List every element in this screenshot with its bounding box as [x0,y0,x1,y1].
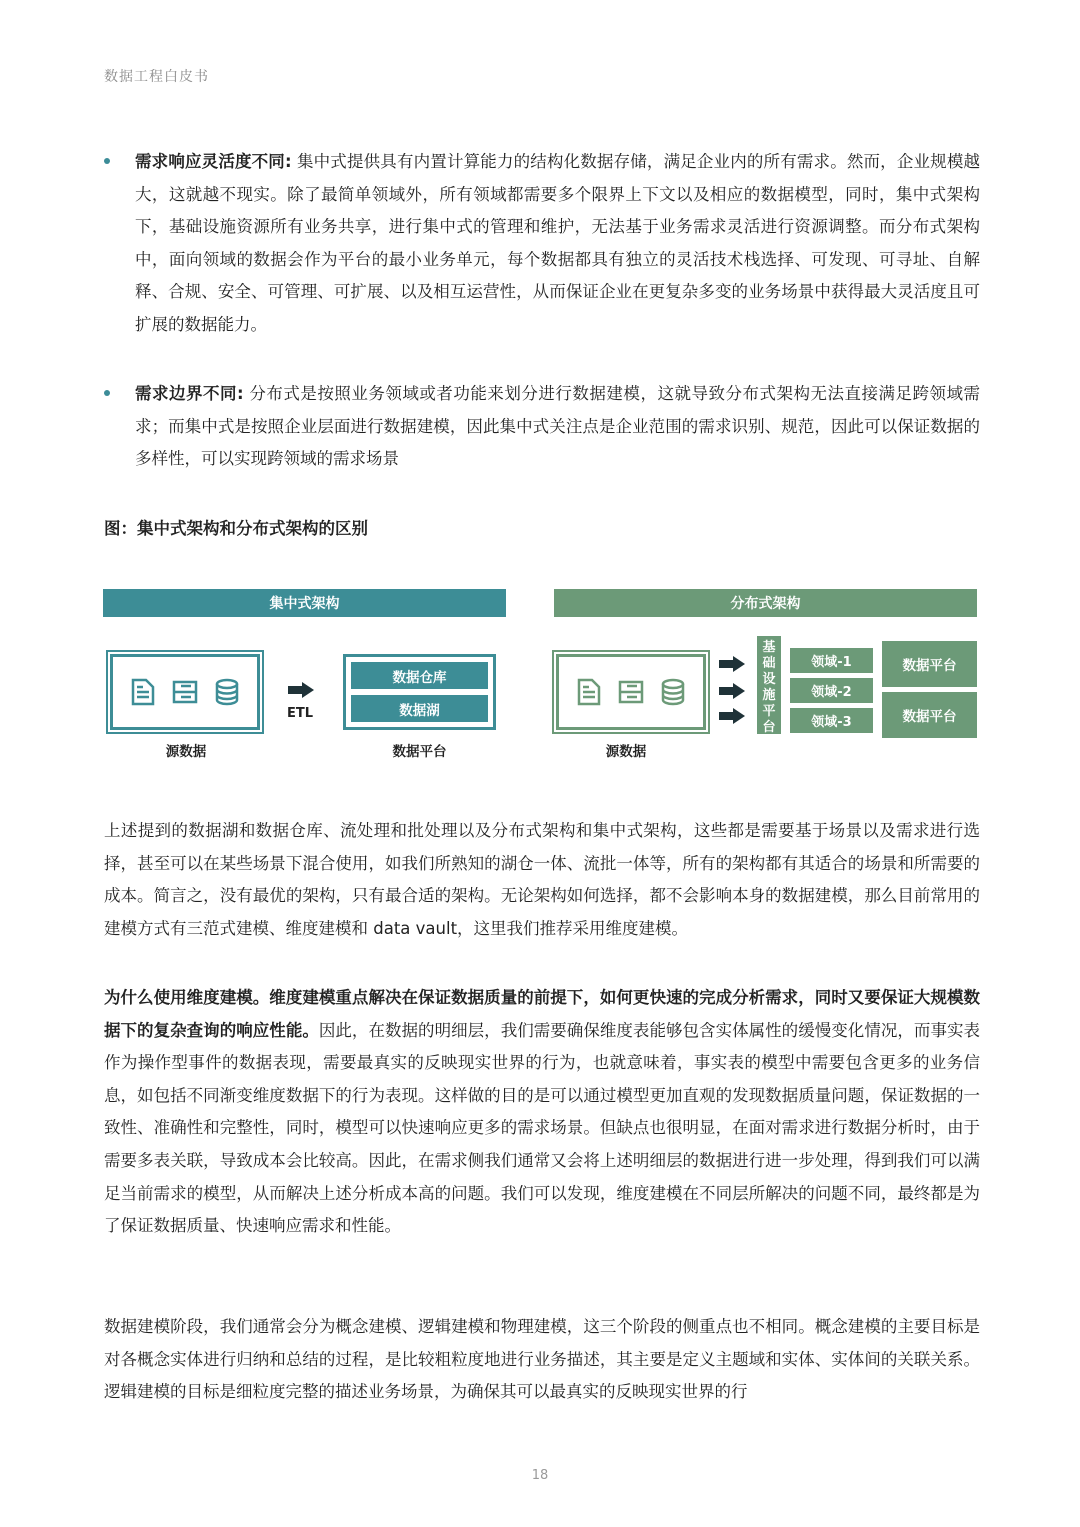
infra-char: 台 [762,720,776,735]
database-icon [214,678,240,706]
infra-char: 设 [762,672,776,687]
paragraph-architecture-summary: 上述提到的数据湖和数据仓库、流处理和批处理以及分布式架构和集中式架构，这些都是需要基于场景以及需求进行选择，甚至可以在某些场景下混合使用，如我们所熟知的湖仓一体、流批一体等，所有的架构都有其适合的场景和所需要的成本。简言之，没有最优的架构，只有最合适的架构。无论架构如何选择，都不会影响本身的数据建模，那么目前常用的建模方式有三范式建模、维度建模和 data vault，这里我们推荐采用维度建模。 [104,821,980,938]
centralized-platform-box [343,654,496,730]
infrastructure-platform [757,636,781,734]
bullet-item-boundary [104,378,980,476]
arrow-right-icon [288,682,314,698]
document-icon [576,678,602,706]
data-lake-cell: 数据湖 [351,695,488,722]
arrow-right-icon [719,708,745,724]
distributed-source-box [556,654,706,730]
page-number: 18 [531,1468,549,1483]
paragraph-dimensional-modeling [104,982,980,1243]
centralized-platform-label: 数据平台 [392,744,447,760]
infra-char: 基 [762,640,776,655]
bullet-body: 集中式提供具有内置计算能力的结构化数据存储，满足企业内的所有需求。然而，企业规模越大，这就越不现实。除了最简单领域外，所有领域都需要多个限界上下文以及相应的数据模型，同时，集中式架构下，基础设施资源所有业务共享，进行集中式的管理和维护，无法基于业务需求灵活进行资源调整。而分布式架构中，面向领域的数据会作为平台的最小业务单元，每个数据都具有独立的灵活技术栈选择、可发现、可寻址、自解释、合规、安全、可管理、可扩展、以及相互运营性，从而保证企业在更复杂多变的业务场景中获得最大灵活度且可扩展的数据能力。 [135,152,980,334]
infra-char: 施 [762,688,776,703]
domain-1-box: 领域-1 [790,648,873,673]
table-icon [172,680,198,704]
paragraph-lead: 为什么使用维度建模。维度建模重点解决在保证数据质量的前提下，如何更快速的完成分析需求，同时又要保证大规模数据下的复杂查询的响应性能。 [104,988,980,1040]
document-icon [130,678,156,706]
bullet-dot-icon [104,390,110,396]
centralized-source-label: 源数据 [165,744,207,760]
figure-title: 图：集中式架构和分布式架构的区别 [104,519,368,538]
table-icon [618,680,644,704]
centralized-source-box [110,654,260,730]
distributed-data-platform-2: 数据平台 [882,692,977,738]
etl-label: ETL [287,706,314,721]
paragraph-modeling-stages: 数据建模阶段，我们通常会分为概念建模、逻辑建模和物理建模，这三个阶段的侧重点也不相同。概念建模的主要目标是对各概念实体进行归纳和总结的过程，是比较粗粒度地进行业务描述，其主要是定义主题域和实体、实体间的关联关系。逻辑建模的目标是细粒度完整的描述业务场景，为确保其可以最真实的反映现实世界的行 [104,1317,980,1402]
data-warehouse-cell: 数据仓库 [351,662,488,689]
bullet-body: 分布式是按照业务领域或者功能来划分进行数据建模，这就导致分布式架构无法直接满足跨领域需求；而集中式是按照企业层面进行数据建模，因此集中式关注点是企业范围的需求识别、规范，因此可以保证数据的多样性，可以实现跨领域的需求场景 [135,384,980,469]
paragraph-body: 因此，在数据的明细层，我们需要确保维度表能够包含实体属性的缓慢变化情况，而事实表作为操作型事件的数据表现，需要最真实的反映现实世界的行为，也就意味着，事实表的模型中需要包含更多的业务信息，如包括不同渐变维度数据下的行为表现。这样做的目的是可以通过模型更加直观的发现数据质量问题，保证数据的一致性、准确性和完整性，同时，模型可以快速响应更多的需求场景。但缺点也很明显，在面对需求进行数据分析时，由于需要多表关联，导致成本会比较高。因此，在需求侧我们通常又会将上述明细层的数据进行进一步处理，得到我们可以满足当前需求的模型，从而解决上述分析成本高的问题。我们可以发现，维度建模在不同层所解决的问题不同，最终都是为了保证数据质量、快速响应需求和性能。 [104,1020,981,1236]
centralized-header: 集中式架构 [103,589,506,617]
distributed-header: 分布式架构 [554,589,977,617]
domain-3-box: 领域-3 [790,708,873,733]
bullet-dot-icon [104,158,110,164]
distributed-source-label: 源数据 [605,744,647,760]
arrow-right-icon [719,683,745,699]
domain-2-box: 领域-2 [790,678,873,703]
distributed-data-platform-1: 数据平台 [882,641,977,687]
arrow-right-icon [719,656,745,672]
bullet-lead: 需求边界不同: [135,384,244,403]
infra-char: 平 [762,704,776,719]
bullet-item-flexibility [104,146,980,342]
document-header: 数据工程白皮书 [104,69,209,85]
infra-char: 础 [762,656,776,671]
database-icon [660,678,686,706]
bullet-lead: 需求响应灵活度不同: [135,152,292,171]
